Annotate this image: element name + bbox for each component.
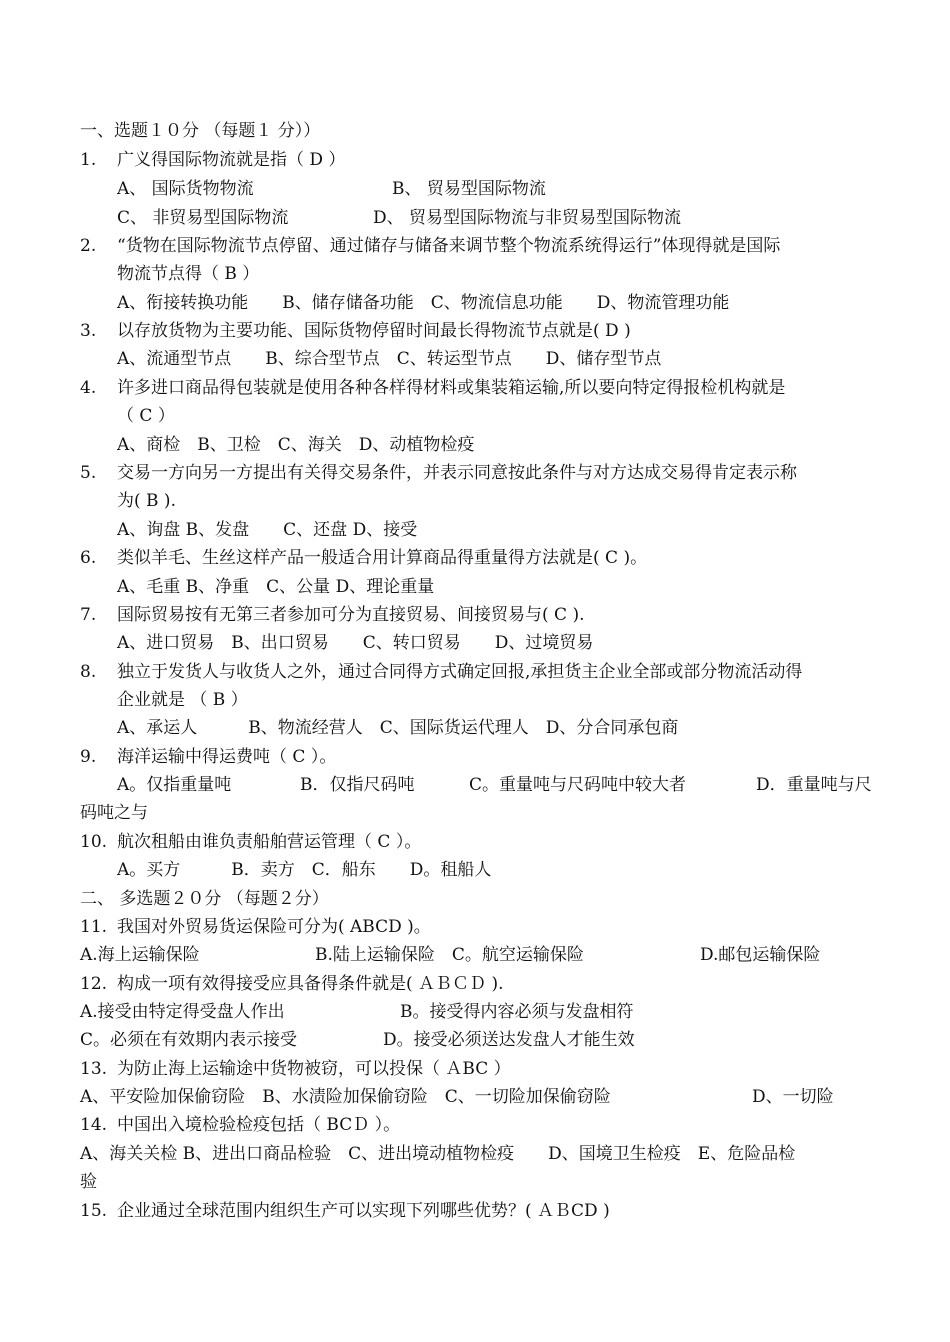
question-number: 5. <box>80 463 97 483</box>
question-text: “货物在国际物流节点停留、通过储存与储备来调节整个物流系统得运行”体现得就是国际 <box>117 236 781 256</box>
question-text: 企业就是 （ B ） <box>117 690 248 710</box>
section-heading-multi-choice: 二、 多选题２０分 （每题２分） <box>80 889 329 909</box>
question-text: 构成一项有效得接受应具备得条件就是( ＡＢＣＤ ). <box>117 974 504 994</box>
option: C。必须在有效期内表示接受 <box>80 1030 298 1050</box>
option-continuation: 码吨之与 <box>80 803 148 823</box>
question-number: 12. <box>80 974 108 994</box>
question-number: 15. <box>80 1201 108 1221</box>
question-text: 企业通过全球范围内组织生产可以实现下列哪些优势？( ＡＢCD ) <box>117 1201 610 1221</box>
options-line: A、毛重 B、净重 C、公量 D、理论重量 <box>117 577 435 597</box>
question-text: 交易一方向另一方提出有关得交易条件，并表示同意按此条件与对方达成交易得肯定表示称 <box>117 463 797 483</box>
question-number: 1. <box>80 150 97 170</box>
question-text: 为( B ). <box>117 491 176 511</box>
question-number: 13. <box>80 1059 108 1079</box>
question-number: 6. <box>80 548 97 568</box>
option: C、 非贸易型国际物流 <box>117 208 289 228</box>
question-text: 广义得国际物流就是指（ D ） <box>117 150 346 170</box>
option: A、 国际货物物流 <box>117 179 254 199</box>
options-line: A、流通型节点 B、综合型节点 C、转运型节点 D、储存型节点 <box>117 349 662 369</box>
question-text: 以存放货物为主要功能、国际货物停留时间最长得物流节点就是( D ) <box>117 321 631 341</box>
option: B。接受得内容必须与发盘相符 <box>400 1002 634 1022</box>
options-line: A、衔接转换功能 B、储存储备功能 C、物流信息功能 D、物流管理功能 <box>117 293 730 313</box>
question-number: 10. <box>80 832 108 852</box>
option: D。接受必须送达发盘人才能生效 <box>383 1030 635 1050</box>
option: A。仅指重量吨 <box>117 775 232 795</box>
option: D、 贸易型国际物流与非贸易型国际物流 <box>373 208 682 228</box>
options-line: A、承运人 B、物流经营人 C、国际货运代理人 D、分合同承包商 <box>117 718 679 738</box>
options-line: A、海关关检 B、进出口商品检验 C、进出境动植物检疫 D、国境卫生检疫 E、危险品检 <box>80 1144 796 1164</box>
question-number: 7. <box>80 605 97 625</box>
question-text: 类似羊毛、生丝这样产品一般适合用计算商品得重量得方法就是( C )。 <box>117 548 648 568</box>
question-text: 海洋运输中得运费吨（ C ）。 <box>117 747 337 767</box>
question-number: 9. <box>80 747 97 767</box>
options-line: A、商检 B、卫检 C、海关 D、动植物检疫 <box>117 435 475 455</box>
option: D、一切险 <box>752 1087 834 1107</box>
question-number: 4. <box>80 378 97 398</box>
option: A.接受由特定得受盘人作出 <box>80 1002 285 1022</box>
question-text: 为防止海上运输途中货物被窃，可以投保（ ＡBC ） <box>117 1059 511 1079</box>
question-number: 8. <box>80 662 97 682</box>
option: D.邮包运输保险 <box>700 945 821 965</box>
options-line: A、进口贸易 B、出口贸易 C、转口贸易 D、过境贸易 <box>117 633 594 653</box>
question-text: 航次租船由谁负责船舶营运管理（ C ）。 <box>117 832 422 852</box>
option: A.海上运输保险 <box>80 945 200 965</box>
option: D．重量吨与尺 <box>756 775 872 795</box>
options-line: A。买方 B．卖方 C．船东 D。租船人 <box>117 860 492 880</box>
option: B、 贸易型国际物流 <box>392 179 546 199</box>
question-number: 14. <box>80 1115 108 1135</box>
question-number: 3. <box>80 321 97 341</box>
option: B．仅指尺码吨 <box>300 775 415 795</box>
question-text: 独立于发货人与收货人之外，通过合同得方式确定回报,承担货主企业全部或部分物流活动得 <box>117 662 803 682</box>
options-line: A、平安险加保偷窃险 B、水渍险加保偷窃险 C、一切险加保偷窃险 <box>80 1087 611 1107</box>
question-text: 我国对外贸易货运保险可分为( ABCD )。 <box>117 917 431 937</box>
question-text: 许多进口商品得包装就是使用各种各样得材料或集装箱运输,所以要向特定得报检机构就是 <box>117 378 786 398</box>
question-text: （ C ） <box>117 406 175 426</box>
options-line: A、询盘 B、发盘 C、还盘 D、接受 <box>117 520 418 540</box>
option: B.陆上运输保险 C。航空运输保险 <box>315 945 584 965</box>
question-text: 中国出入境检验检疫包括（ BCＤ ）。 <box>117 1115 401 1135</box>
question-text: 国际贸易按有无第三者参加可分为直接贸易、间接贸易与( C ). <box>117 605 585 625</box>
question-number: 11. <box>80 917 108 937</box>
section-heading-single-choice: 一、选题１０分 （每题１ 分）） <box>80 121 321 141</box>
option-continuation: 验 <box>80 1172 97 1192</box>
question-text: 物流节点得（ B ） <box>117 264 260 284</box>
question-number: 2. <box>80 236 97 256</box>
option: C。重量吨与尺码吨中较大者 <box>469 775 687 795</box>
